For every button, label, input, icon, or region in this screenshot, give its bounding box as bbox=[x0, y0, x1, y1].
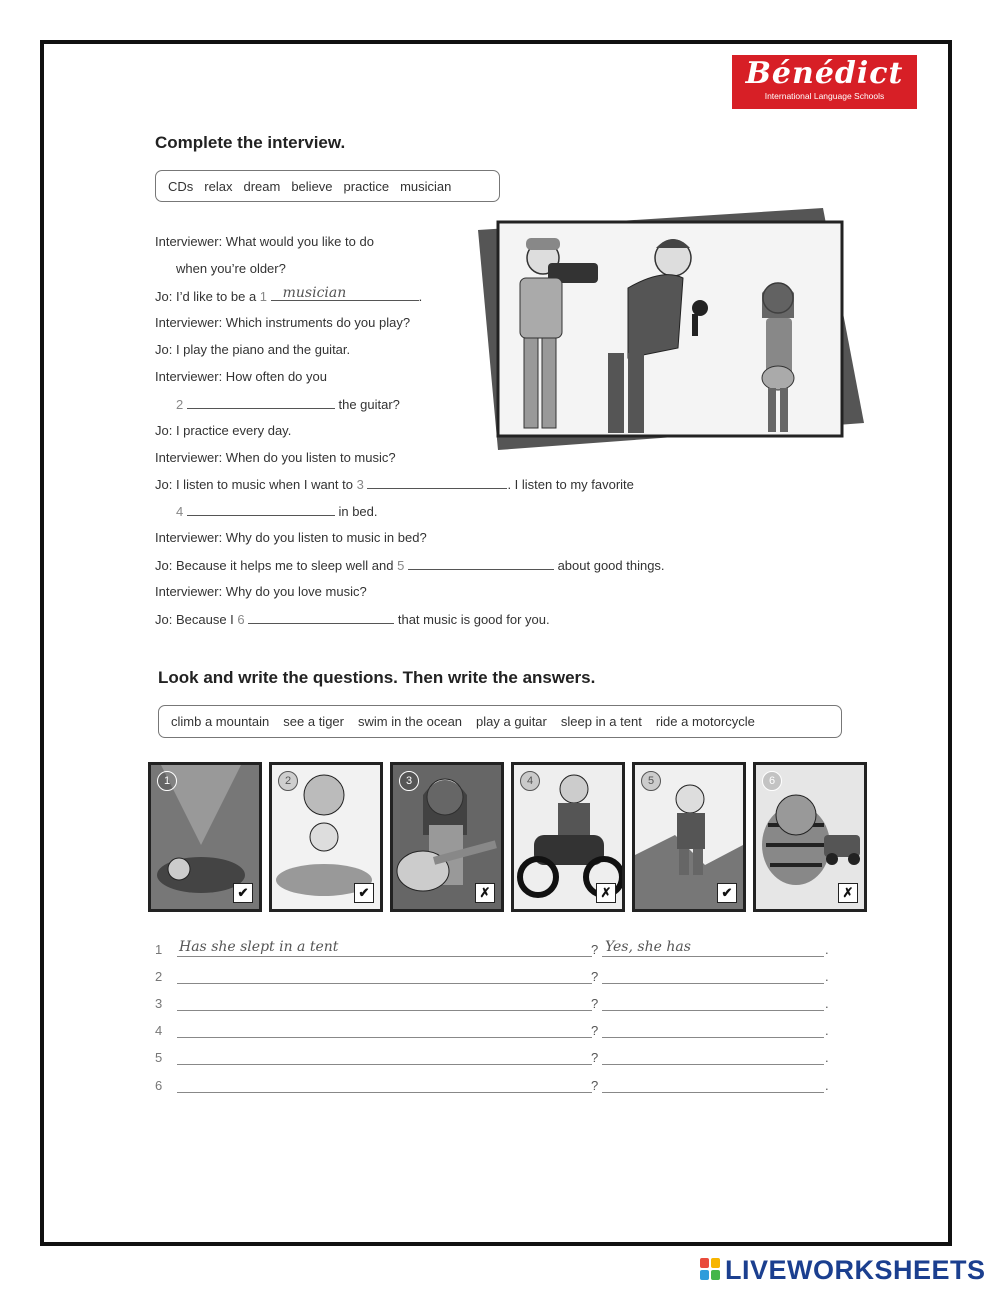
section1-heading: Complete the interview. bbox=[155, 133, 346, 152]
answer-blank-3[interactable] bbox=[367, 475, 507, 489]
logo-brand: Bénédict bbox=[745, 56, 904, 91]
interview-line: Interviewer: Why do you listen to music in bed? bbox=[155, 530, 427, 545]
answer-field-1[interactable] bbox=[602, 956, 824, 957]
answer-text-1: Yes, she has bbox=[605, 939, 691, 955]
answer-field-5[interactable] bbox=[602, 1064, 824, 1065]
picture-playing-guitar bbox=[390, 762, 504, 912]
qa-row: 1 Has she slept in a tent ? Yes, she has . bbox=[155, 939, 829, 957]
liveworksheets-text: LIVEWORKSHEETS bbox=[725, 1254, 986, 1285]
check-mark-icon: ✔ bbox=[354, 883, 374, 903]
answer-text-1: musician bbox=[282, 285, 347, 301]
interview-line: Jo: I play the piano and the guitar. bbox=[155, 342, 351, 357]
picture-seeing-tiger bbox=[753, 762, 867, 912]
picture-number: 4 bbox=[520, 771, 540, 791]
qa-row: 2 ? . bbox=[155, 969, 829, 984]
interview-line: Interviewer: Which instruments do you play? bbox=[155, 315, 411, 330]
answer-blank-2[interactable] bbox=[187, 395, 335, 409]
phrase-item: ride a motorcycle bbox=[655, 714, 755, 729]
phrase-item: sleep in a tent bbox=[560, 714, 642, 729]
interview-line: Interviewer: When do you listen to music? bbox=[155, 450, 396, 465]
benedict-logo bbox=[732, 55, 917, 109]
qa-row: 4 ? . bbox=[155, 1023, 829, 1038]
question-field-1[interactable] bbox=[177, 956, 592, 957]
interview-line: when you’re older? bbox=[176, 261, 286, 276]
section2-word-box bbox=[158, 705, 842, 738]
word-item: CDs bbox=[168, 178, 194, 194]
answer-field-6[interactable] bbox=[602, 1092, 824, 1093]
word-item: musician bbox=[400, 178, 452, 194]
picture-riding-motorcycle bbox=[511, 762, 625, 912]
interview-line: Jo: Because it helps me to sleep well and 5 about good things. bbox=[155, 558, 665, 573]
section1-word-box bbox=[155, 170, 500, 202]
answer-field-2[interactable] bbox=[602, 983, 824, 984]
word-item: practice bbox=[343, 178, 390, 194]
question-field-4[interactable] bbox=[177, 1037, 592, 1038]
interview-line: Interviewer: What would you like to do bbox=[155, 234, 374, 249]
qa-row: 6 ? . bbox=[155, 1078, 829, 1093]
answer-blank-4[interactable] bbox=[187, 502, 335, 516]
phrase-item: see a tiger bbox=[283, 714, 344, 729]
interview-line: Interviewer: Why do you love music? bbox=[155, 584, 367, 599]
answer-blank-5[interactable] bbox=[408, 556, 554, 570]
picture-number: 6 bbox=[762, 771, 782, 791]
liveworksheets-logo bbox=[700, 1255, 986, 1285]
answer-blank-6[interactable] bbox=[248, 610, 394, 624]
phrase-item: swim in the ocean bbox=[357, 714, 463, 729]
answer-blank-1[interactable] bbox=[271, 287, 419, 301]
interview-line: 4 in bed. bbox=[176, 504, 378, 519]
phrase-item: play a guitar bbox=[476, 714, 547, 729]
cross-mark-icon: ✗ bbox=[475, 883, 495, 903]
question-field-2[interactable] bbox=[177, 983, 592, 984]
picture-number: 1 bbox=[157, 771, 177, 791]
check-mark-icon: ✔ bbox=[717, 883, 737, 903]
interview-line: Jo: I listen to music when I want to 3 . I listen to my favorite bbox=[155, 477, 634, 492]
qa-row: 3 ? . bbox=[155, 996, 829, 1011]
interview-line: Jo: Because I 6 that music is good for you. bbox=[155, 612, 550, 627]
cross-mark-icon: ✗ bbox=[838, 883, 858, 903]
interview-line: 2 the guitar? bbox=[176, 397, 400, 412]
qa-row: 5 ? . bbox=[155, 1050, 829, 1065]
liveworksheets-icon bbox=[700, 1258, 722, 1282]
question-field-3[interactable] bbox=[177, 1010, 592, 1011]
interview-line: Jo: I practice every day. bbox=[155, 423, 292, 438]
word-item: believe bbox=[291, 178, 333, 194]
picture-swimming bbox=[269, 762, 383, 912]
word-item: relax bbox=[204, 178, 233, 194]
picture-number: 3 bbox=[399, 771, 419, 791]
picture-number: 2 bbox=[278, 771, 298, 791]
answer-field-4[interactable] bbox=[602, 1037, 824, 1038]
cross-mark-icon: ✗ bbox=[596, 883, 616, 903]
question-text-1: Has she slept in a tent bbox=[179, 939, 339, 955]
phrase-item: climb a mountain bbox=[171, 714, 270, 729]
picture-number: 5 bbox=[641, 771, 661, 791]
picture-climbing-mountain bbox=[632, 762, 746, 912]
logo-subtitle: International Language Schools bbox=[764, 91, 885, 101]
check-mark-icon: ✔ bbox=[233, 883, 253, 903]
answer-field-3[interactable] bbox=[602, 1010, 824, 1011]
interview-line: Interviewer: How often do you bbox=[155, 369, 327, 384]
word-item: dream bbox=[243, 178, 281, 194]
interview-line: Jo: I’d like to be a 1 musician . bbox=[155, 285, 423, 304]
question-field-6[interactable] bbox=[177, 1092, 592, 1093]
section2-heading: Look and write the questions. Then write the answers. bbox=[158, 668, 596, 687]
interview-illustration bbox=[478, 208, 864, 450]
picture-sleeping-in-tent bbox=[148, 762, 262, 912]
question-field-5[interactable] bbox=[177, 1064, 592, 1065]
